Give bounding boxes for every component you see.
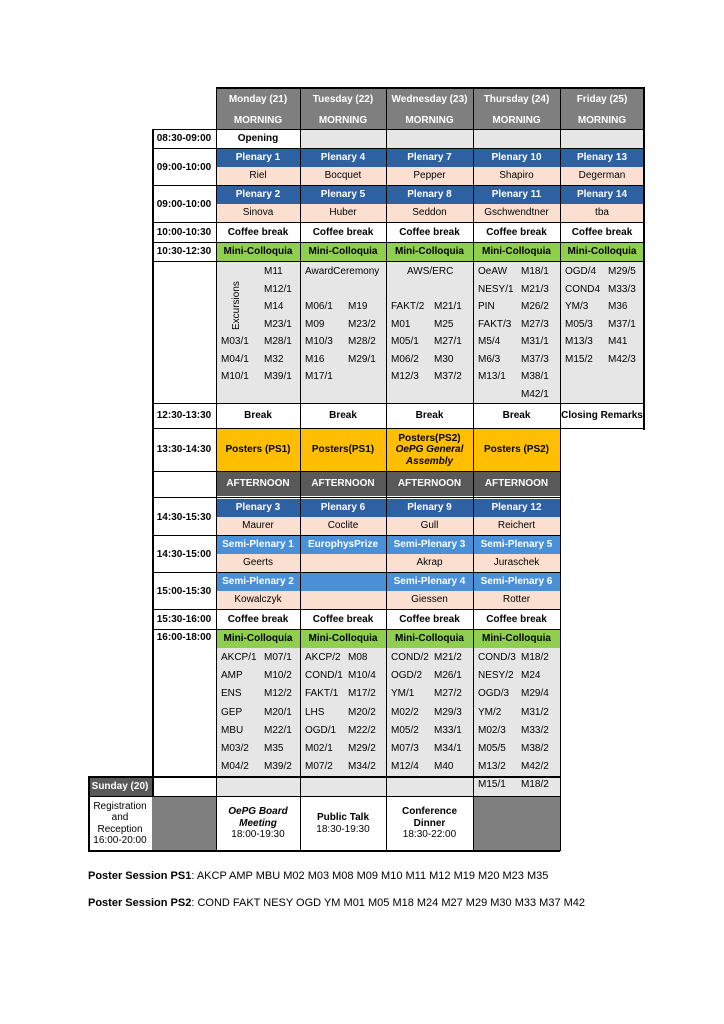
plenary-a-title-4: Plenary 13 (560, 149, 644, 167)
mc-am-fri-r: M33/3 (608, 283, 636, 295)
mc-pm-thu-l: YM/2 (478, 706, 502, 718)
plenary-c-title-3: Plenary 12 (473, 499, 560, 517)
mc-pm-mon-l: MBU (221, 724, 244, 736)
mc-pm-thu-r: M33/2 (521, 724, 549, 736)
mc-pm-thu-r: M38/2 (521, 743, 549, 754)
evening-time: 18:00-19:30 (231, 829, 285, 841)
mini-am-3: Mini-Colloquia (473, 242, 560, 261)
poster-session-ps1-label: Poster Session PS1 (88, 870, 192, 882)
plenary-b-speaker-1: Huber (300, 204, 386, 222)
time-1330: 13:30-14:30 (152, 429, 216, 471)
semi-b-title-2: Semi-Plenary 4 (386, 573, 473, 591)
row-border (152, 403, 560, 404)
mc-pm-mon-r: M22/1 (264, 724, 292, 736)
mini-am-0: Mini-Colloquia (216, 242, 300, 261)
semi-b-speaker-0: Kowalczyk (216, 591, 300, 609)
mc-am-fri-l: M05/3 (565, 318, 593, 330)
aws-erc: AWS/ERC (407, 266, 454, 277)
mc-am-fri-l: M13/3 (565, 336, 593, 347)
morning-label-4: MORNING (560, 112, 644, 130)
poster-session-ps1 (88, 870, 548, 882)
plenary-a-title-1: Plenary 4 (300, 149, 386, 167)
mc-am-thu-l: NESY/1 (478, 283, 514, 295)
afternoon-label-1: AFTERNOON (300, 472, 386, 496)
mc-pm-tue-l: LHS (305, 706, 325, 718)
morning-label-0: MORNING (216, 112, 300, 130)
mc-pm-mon-r: M39/2 (264, 761, 292, 773)
coffee-am-3: Coffee break (473, 223, 560, 242)
semi-a-speaker-1 (300, 554, 386, 572)
semi-b-speaker-3: Rotter (473, 591, 560, 609)
mc-pm-wed-r: M27/2 (434, 688, 462, 700)
plenary-c-speaker-1: Coclite (300, 517, 386, 535)
mc-pm-thu-r: M42/2 (521, 761, 549, 773)
mini-pm-2: Mini-Colloquia (386, 629, 473, 648)
mc-am-mon-r: M32 (264, 353, 284, 365)
mc-pm-thu-l: M05/5 (478, 743, 506, 754)
semi-b-speaker-1 (300, 591, 386, 609)
row-border (152, 428, 560, 429)
row-border (152, 185, 560, 186)
mc-am-fri-r: M37/1 (608, 318, 636, 330)
time-1600: 16:00-18:00 (152, 629, 216, 777)
mc-am-tue-l: M09 (305, 318, 325, 330)
registration: Registration and Reception 16:00-20:00 (88, 796, 152, 851)
mc-pm-wed-l: OGD/2 (391, 670, 423, 682)
mc-pm-tue-l: FAKT/1 (305, 688, 339, 700)
top-border (216, 87, 644, 89)
mini-am-2: Mini-Colloquia (386, 242, 473, 261)
semi-b-title-1 (300, 573, 386, 591)
mc-am-wed-r: M21/1 (434, 301, 462, 312)
mc-pm-thu-l: NESY/2 (478, 670, 514, 682)
mc-am-fri-r: M42/3 (608, 353, 636, 365)
row-border (560, 222, 644, 223)
coffee-am-1: Coffee break (300, 223, 386, 242)
mc-am-mon-r: M14 (264, 301, 284, 312)
row-border (152, 497, 560, 498)
mc-am-mon-l: M04/1 (221, 353, 249, 365)
plenary-a-speaker-4: Degerman (560, 167, 644, 185)
mc-am-wed-l: M05/1 (391, 336, 419, 347)
mc-am-thu-r: M37/3 (521, 353, 549, 365)
evening-title: Public Talk (316, 812, 370, 823)
mc-pm-thu-r: M29/4 (521, 688, 549, 700)
mc-pm-mon-r: M20/1 (264, 706, 292, 718)
coffee-am-2: Coffee break (386, 223, 473, 242)
mc-pm-mon-l: GEP (221, 706, 243, 718)
plenary-a-speaker-0: Riel (216, 167, 300, 185)
mc-pm-wed-r: M33/1 (434, 724, 462, 736)
mc-pm-tue-r: M20/2 (348, 706, 376, 718)
plenary-b-speaker-3: Gschwendtner (473, 204, 560, 222)
mc-am-tue-l: M06/1 (305, 301, 333, 312)
mc-pm-tue-l: AKCP/2 (305, 652, 341, 663)
mc-pm-wed-r: M40 (434, 761, 454, 773)
morning-label-1: MORNING (300, 112, 386, 130)
plenary-b-speaker-2: Seddon (386, 204, 473, 222)
morning-label-3: MORNING (473, 112, 560, 130)
afternoon-label-3: AFTERNOON (473, 472, 560, 496)
evening-tue (300, 796, 386, 851)
mc-pm-thu-l: COND/3 (478, 652, 516, 663)
coffee-am-0: Coffee break (216, 223, 300, 242)
mc-am-wed-r: M27/1 (434, 336, 462, 347)
mc-pm-thu-r: M31/2 (521, 706, 549, 718)
plenary-c-title-0: Plenary 3 (216, 499, 300, 517)
award-ceremony: AwardCeremony (305, 266, 380, 277)
day-header-0: Monday (21) (216, 88, 300, 112)
mc-am-thu-r: M42/1 (521, 388, 549, 400)
mc-pm-wed-r: M29/3 (434, 706, 462, 718)
mc-am-mon-r: M28/1 (264, 336, 292, 347)
mc-am-wed-l: FAKT/2 (391, 301, 425, 312)
poster-session-ps1-list: : AKCP AMP MBU M02 M03 M08 M09 M10 M11 M12 M19 M20 M23 M35 (191, 870, 549, 882)
plenary-a-title-2: Plenary 7 (386, 149, 473, 167)
mc-pm-wed-l: M07/3 (391, 743, 419, 754)
semi-a-speaker-2: Akrap (386, 554, 473, 572)
mc-pm-mon-r: M10/2 (264, 670, 292, 682)
mc-pm-mon-r: M12/2 (264, 688, 292, 700)
day-header-1: Tuesday (22) (300, 88, 386, 112)
col-border (560, 87, 561, 851)
time-0900a: 09:00-10:00 (152, 149, 216, 186)
mc-am-fri-l: COND4 (565, 283, 601, 295)
poster-session-ps2-list: : COND FAKT NESY OGD YM M01 M05 M18 M24 M27 M29 M30 M33 M37 M42 (191, 897, 586, 909)
time-1430a: 14:30-15:30 (152, 499, 216, 536)
break-3: Break (473, 403, 560, 428)
mc-pm-wed-l: M05/2 (391, 724, 419, 736)
semi-a-title-2: Semi-Plenary 3 (386, 536, 473, 554)
mc-am-thu-l: M6/3 (478, 353, 501, 365)
mc-pm-tue-r: M22/2 (348, 724, 376, 736)
time-1430b: 14:30-15:00 (152, 536, 216, 573)
mc-pm-tue-r: M10/4 (348, 670, 376, 682)
poster-tue: Posters(PS1) (300, 429, 386, 471)
poster-session-ps2 (88, 897, 585, 909)
semi-b-title-0: Semi-Plenary 2 (216, 573, 300, 591)
semi-a-speaker-3: Juraschek (473, 554, 560, 572)
row-border (560, 185, 644, 186)
mc-pm-mon-r: M07/1 (264, 652, 292, 663)
afternoon-label-0: AFTERNOON (216, 472, 300, 496)
row-border (560, 129, 644, 130)
mc-am-fri-l: M15/2 (565, 353, 593, 365)
mc-pm-mon-r: M35 (264, 743, 284, 754)
mc-pm-mon-l: AMP (221, 670, 243, 682)
plenary-b-title-1: Plenary 5 (300, 186, 386, 204)
break-2: Break (386, 403, 473, 428)
friday-right-border (643, 87, 645, 430)
row-border (152, 261, 560, 262)
day-header-2: Wednesday (23) (386, 88, 473, 112)
sunday-header: Sunday (20) (88, 777, 152, 796)
row-border (152, 572, 560, 573)
mc-am-thu-r: M21/3 (521, 283, 549, 295)
time-1230: 12:30-13:30 (152, 403, 216, 428)
mc-pm-thu-l: M13/2 (478, 761, 506, 773)
mc-am-wed-l: M06/2 (391, 353, 419, 365)
mc-pm-thu-r: M18/2 (521, 652, 549, 663)
excursions-label: Excursions (231, 281, 242, 330)
mc-am-wed-r: M37/2 (434, 371, 462, 382)
plenary-b-title-3: Plenary 11 (473, 186, 560, 204)
day-header-4: Friday (25) (560, 88, 644, 112)
mc-am-fri-l: YM/3 (565, 301, 589, 312)
mc-pm-tue-r: M17/2 (348, 688, 376, 700)
coffee-pm-2: Coffee break (386, 610, 473, 629)
mc-am-mon-r: M11 (264, 266, 283, 277)
mc-am-wed-r: M25 (434, 318, 454, 330)
mc-am-mon-r: M23/1 (264, 318, 292, 330)
plenary-b-speaker-4: tba (560, 204, 644, 222)
row-border (152, 535, 560, 536)
mini-pm-3: Mini-Colloquia (473, 629, 560, 648)
poster-mon: Posters (PS1) (216, 429, 300, 471)
semi-a-title-0: Semi-Plenary 1 (216, 536, 300, 554)
time-0830: 08:30-09:00 (152, 130, 216, 148)
mc-pm-wed-l: M02/2 (391, 706, 419, 718)
mc-am-thu-r: M26/2 (521, 301, 549, 312)
semi-a-title-1: EurophysPrize (300, 536, 386, 554)
mini-pm-1: Mini-Colloquia (300, 629, 386, 648)
mc-pm-thu-r: M24 (521, 670, 541, 682)
semi-a-speaker-0: Geerts (216, 554, 300, 572)
mc-pm-tue-l: OGD/1 (305, 724, 337, 736)
mc-am-fri-l: OGD/4 (565, 266, 597, 277)
bottom-border (88, 850, 560, 852)
mc-pm-thu-l: M02/3 (478, 724, 506, 736)
oepg-assembly: OePG General Assembly (395, 444, 464, 467)
poster-thu: Posters (PS2) (473, 429, 560, 471)
mc-am-thu-l: PIN (478, 301, 495, 312)
mc-am-tue-l: M16 (305, 353, 325, 365)
mc-pm-wed-l: YM/1 (391, 688, 415, 700)
afternoon-label-2: AFTERNOON (386, 472, 473, 496)
evening-thu (473, 796, 560, 851)
mc-pm-tue-r: M29/2 (348, 743, 376, 754)
plenary-c-title-2: Plenary 9 (386, 499, 473, 517)
sunday-left-border (88, 776, 90, 852)
mc-am-wed-r: M30 (434, 353, 454, 365)
mc-am-wed-l: M01 (391, 318, 411, 330)
time-empty-pm (152, 472, 216, 496)
evening-time: 18:30-19:30 (316, 823, 370, 835)
evening-time: 18:30-22:00 (402, 829, 457, 841)
mc-pm-wed-l: COND/2 (391, 652, 429, 663)
poster-session-ps2-label: Poster Session PS2 (88, 897, 192, 909)
mc-pm-tue-r: M34/2 (348, 761, 376, 773)
coffee-pm-1: Coffee break (300, 610, 386, 629)
mc-am-wed-l: M12/3 (391, 371, 419, 382)
mc-am-thu-r: M38/1 (521, 371, 549, 382)
mc-pm-mon-l: M04/2 (221, 761, 249, 773)
mini-am-4: Mini-Colloquia (560, 242, 644, 261)
plenary-a-title-3: Plenary 10 (473, 149, 560, 167)
mc-am-tue-l: M17/1 (305, 371, 333, 382)
mc-am-fri-r: M29/5 (608, 266, 636, 277)
row-border (152, 242, 560, 243)
evening-wed (386, 796, 473, 851)
plenary-b-title-4: Plenary 14 (560, 186, 644, 204)
evening-title: Conference Dinner (401, 806, 457, 829)
mc-pm-wed-r: M26/1 (434, 670, 462, 682)
break-0: Break (216, 403, 300, 428)
mc-am-mon-l: M03/1 (221, 336, 249, 347)
mc-pm-mon-l: AKCP/1 (221, 652, 257, 663)
time-0900b: 09:00-10:00 (152, 186, 216, 223)
row-border (88, 796, 560, 797)
break-1: Break (300, 403, 386, 428)
mc-am-thu-l: M5/4 (478, 336, 501, 347)
morning-label-2: MORNING (386, 112, 473, 130)
day-header-3: Thursday (24) (473, 88, 560, 112)
plenary-c-title-1: Plenary 6 (300, 499, 386, 517)
mc-am-thu-l: OeAW (478, 266, 508, 277)
mc-pm-wed-l: M12/4 (391, 761, 419, 773)
mc-pm-tue-l: COND/1 (305, 670, 343, 682)
coffee-pm-3: Coffee break (473, 610, 560, 629)
mc-am-thu-r: M31/1 (521, 336, 549, 347)
mc-am-thu-r: M18/1 (521, 266, 549, 277)
coffee-am-4: Coffee break (560, 223, 644, 242)
mc-am-mon-r: M12/1 (264, 283, 292, 295)
mc-pm-mon-l: M03/2 (221, 743, 249, 754)
plenary-b-speaker-0: Sinova (216, 204, 300, 222)
time-1530: 15:30-16:00 (152, 610, 216, 629)
empty-0830 (300, 130, 644, 148)
mc-am-tue-l: M10/3 (305, 336, 333, 347)
col-border (216, 87, 217, 851)
opening: Opening (216, 130, 300, 148)
mc-am-fri-r: M41 (608, 336, 628, 347)
row-border (560, 428, 644, 429)
poster-wed (386, 429, 473, 471)
time-1500: 15:00-15:30 (152, 573, 216, 610)
plenary-c-speaker-2: Gull (386, 517, 473, 535)
mc-am-tue-r: M19 (348, 301, 368, 312)
mc-pm-thu-l: OGD/3 (478, 688, 510, 700)
semi-b-speaker-2: Giessen (386, 591, 473, 609)
mc-am-thu-r: M27/3 (521, 318, 549, 330)
mc-am-mon-l: M10/1 (221, 371, 249, 382)
row-border (152, 471, 560, 472)
mini-pm-0: Mini-Colloquia (216, 629, 300, 648)
plenary-c-speaker-3: Reichert (473, 517, 560, 535)
mc-am-thu-l: M13/1 (478, 371, 506, 382)
evening-title: OePG Board Meeting (228, 806, 288, 829)
mc-pm-wed-r: M34/1 (434, 743, 462, 754)
plenary-b-title-2: Plenary 8 (386, 186, 473, 204)
col-border (300, 87, 301, 851)
evening-mon (216, 796, 300, 851)
row-border (152, 609, 560, 610)
row-border (152, 148, 560, 149)
mc-am-thu-l: FAKT/3 (478, 318, 512, 330)
mc-pm-wed-r: M21/2 (434, 652, 462, 663)
row-border (560, 148, 644, 149)
plenary-b-title-0: Plenary 2 (216, 186, 300, 204)
time-1030: 10:30-12:30 (152, 242, 216, 261)
time-left-border (152, 129, 154, 797)
row-border (560, 261, 644, 262)
mc-am-tue-r: M23/2 (348, 318, 376, 330)
mc-pm-thu-l: M15/1 (478, 779, 506, 791)
coffee-pm-0: Coffee break (216, 610, 300, 629)
sunday-border (88, 776, 560, 778)
mc-pm-tue-l: M07/2 (305, 761, 333, 773)
row-border (152, 129, 560, 130)
closing-remarks: Closing Remarks (560, 403, 644, 428)
plenary-a-title-0: Plenary 1 (216, 149, 300, 167)
mini-am-1: Mini-Colloquia (300, 242, 386, 261)
plenary-a-speaker-1: Bocquet (300, 167, 386, 185)
time-1000: 10:00-10:30 (152, 223, 216, 242)
row-border (560, 242, 644, 243)
poster-wed-label: Posters(PS2) (398, 432, 461, 444)
mc-pm-tue-l: M02/1 (305, 743, 333, 754)
mc-am-fri-r: M36 (608, 301, 628, 312)
col-border (473, 87, 474, 851)
plenary-a-speaker-2: Pepper (386, 167, 473, 185)
sunday-empty (152, 796, 216, 851)
row-border (152, 222, 560, 223)
row-border (152, 629, 560, 630)
mc-pm-thu-r: M18/2 (521, 779, 549, 791)
mc-pm-mon-l: ENS (221, 688, 242, 700)
mc-pm-tue-r: M08 (348, 652, 368, 663)
row-border (560, 403, 644, 404)
mc-am-tue-r: M28/2 (348, 336, 376, 347)
semi-a-title-3: Semi-Plenary 5 (473, 536, 560, 554)
semi-b-title-3: Semi-Plenary 6 (473, 573, 560, 591)
plenary-c-speaker-0: Maurer (216, 517, 300, 535)
mc-am-mon-r: M39/1 (264, 371, 292, 382)
col-border (386, 87, 387, 851)
plenary-a-speaker-3: Shapiro (473, 167, 560, 185)
mc-am-tue-r: M29/1 (348, 353, 376, 365)
mc-am-body-4 (560, 261, 644, 403)
